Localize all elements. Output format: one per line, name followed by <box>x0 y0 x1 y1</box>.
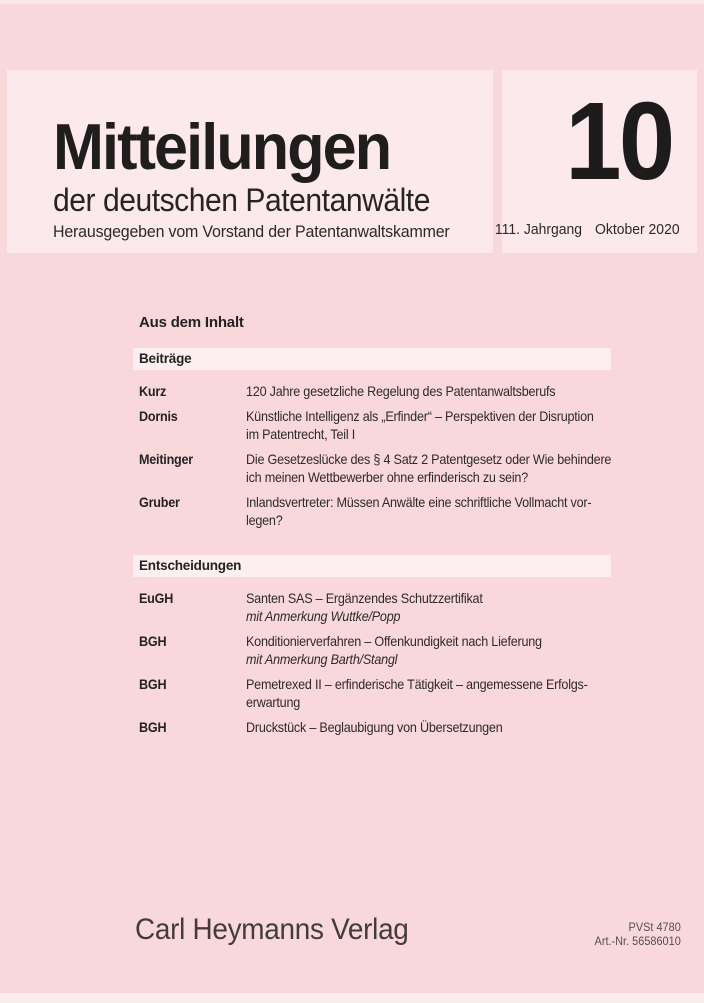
toc-section-label: Entscheidungen <box>133 555 611 577</box>
issue-meta <box>495 221 680 238</box>
toc-row <box>133 382 611 400</box>
toc-author: EuGH <box>139 590 174 606</box>
toc-title: Pemetrexed II – erfinderische Tätigkeit – angemessene Erfolgs- erwartung <box>246 676 588 710</box>
issue-number: 10 <box>564 80 672 203</box>
toc-row <box>133 718 611 736</box>
publisher-name: Carl Heymanns Verlag <box>135 913 409 946</box>
toc-title: Santen SAS – Ergänzendes Schutzzertifikat mit Anmerkung Wuttke/Popp <box>246 590 483 624</box>
toc-author: Dornis <box>139 408 178 424</box>
page-edge-top <box>0 0 704 4</box>
journal-subtitle: der deutschen Patentanwälte <box>53 182 430 218</box>
toc-author: Gruber <box>139 494 180 510</box>
print-identifiers <box>595 921 681 949</box>
toc-title: Künstliche Intelligenz als „Erfinder“ – Perspektiven der Disruption im Patentrecht, Teil I <box>246 408 594 442</box>
postal-id: PVSt 4780 <box>628 922 681 934</box>
toc-row <box>133 632 611 668</box>
toc-row <box>133 493 611 529</box>
toc-row <box>133 589 611 625</box>
article-number: Art.-Nr. 56586010 <box>594 936 681 948</box>
toc-note: mit Anmerkung Wuttke/Popp <box>246 608 401 624</box>
toc-title: Inlandsvertreter: Müssen Anwälte eine schriftliche Vollmacht vor- legen? <box>246 494 592 528</box>
issue-volume: 111. Jahrgang <box>495 221 583 238</box>
masthead-panel <box>7 70 493 253</box>
page-edge-bottom <box>0 993 704 1003</box>
toc-row <box>133 407 611 443</box>
toc-author: Kurz <box>139 383 167 399</box>
masthead-text <box>53 110 450 241</box>
toc-author: Meitinger <box>139 451 193 467</box>
toc-section-label: Beiträge <box>133 348 611 370</box>
journal-tagline: Herausgegeben vom Vorstand der Patentanwaltskammer <box>53 222 450 241</box>
toc-heading: Aus dem Inhalt <box>139 314 244 331</box>
toc-row <box>133 450 611 486</box>
toc-sections <box>133 348 611 736</box>
toc-author: BGH <box>139 676 167 692</box>
toc-note: mit Anmerkung Barth/Stangl <box>246 651 398 667</box>
toc-title: Die Gesetzeslücke des § 4 Satz 2 Patentgesetz oder Wie behindere ich meinen Wettbewerber ohne erfinderisch zu sein? <box>246 451 612 485</box>
toc-author: BGH <box>139 633 167 649</box>
issue-panel <box>495 70 697 253</box>
toc-title: 120 Jahre gesetzliche Regelung des Patentanwaltsberufs <box>246 383 556 399</box>
toc-title: Druckstück – Beglaubigung von Übersetzungen <box>246 719 503 735</box>
journal-title: Mitteilungen <box>53 110 391 183</box>
toc-author: BGH <box>139 719 167 735</box>
table-of-contents <box>133 314 611 743</box>
toc-title: Konditionierverfahren – Offenkundigkeit nach Lieferung mit Anmerkung Barth/Stangl <box>246 633 542 667</box>
toc-row <box>133 675 611 711</box>
issue-date: Oktober 2020 <box>595 221 680 238</box>
